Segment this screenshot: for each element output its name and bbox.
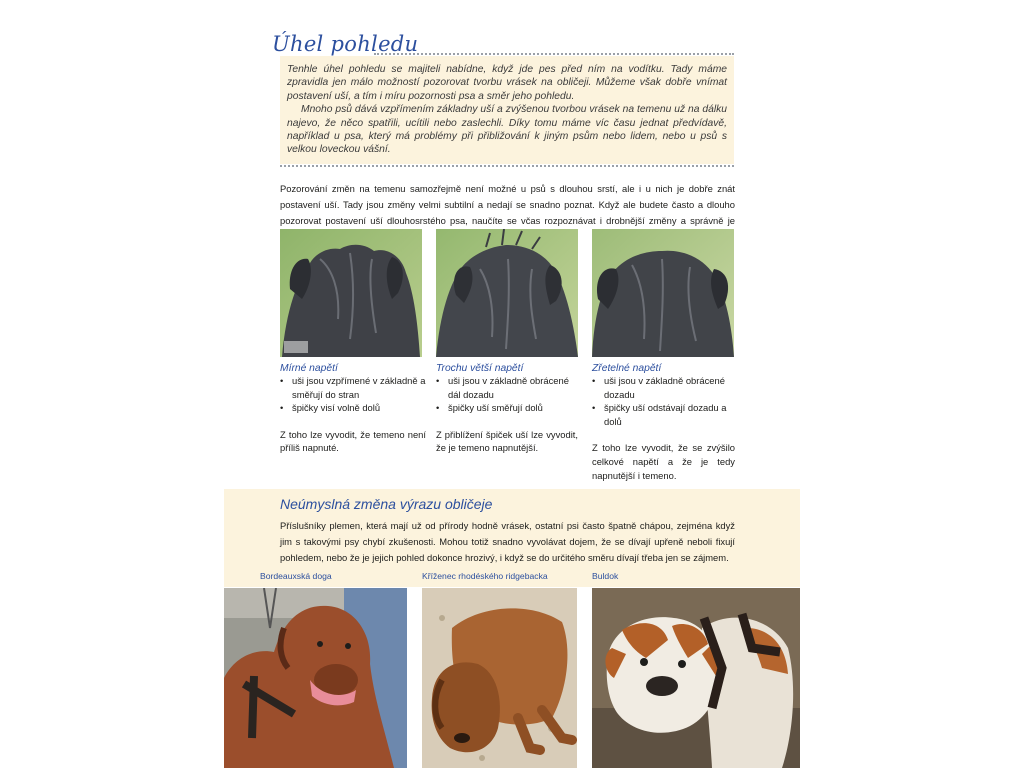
caption-title: Mírné napětí bbox=[280, 363, 338, 374]
caption-bullets bbox=[592, 374, 735, 428]
bullet-item: • uši jsou v základně obrácené dozadu bbox=[592, 374, 735, 401]
bullet-item: • špičky uší odstávají dozadu a dolů bbox=[592, 401, 735, 428]
dotted-divider-top bbox=[374, 53, 734, 55]
caption-note: Z toho lze vyvodit, že temeno není příliš napnuté. bbox=[280, 428, 426, 454]
caption-mild bbox=[280, 363, 426, 455]
caption-note: Z toho lze vyvodit, že se zvýšilo celkové napětí a že je tedy napnutější i temeno. bbox=[592, 442, 735, 481]
caption-title: Trochu větší napětí bbox=[436, 363, 524, 374]
caption-note: Z přiblížení špiček uší lze vyvodit, že je temeno napnutější. bbox=[436, 428, 578, 454]
breed-label-ridgeback: Kříženec rhodéského ridgebacka bbox=[422, 571, 548, 581]
section-paragraph bbox=[280, 518, 735, 566]
dog-photo-bordeaux bbox=[224, 588, 407, 768]
info-box-text bbox=[287, 63, 727, 157]
dog-photo-bulldog bbox=[592, 588, 800, 768]
dog-head-photo-strong bbox=[592, 229, 734, 357]
bullet-item: • špičky visí volně dolů bbox=[280, 401, 426, 415]
intro-text: Pozorování změn na temenu samozřejmě není možné u psů s dlouhou srstí, ale i u nich je dobře znát postavení uší. Tady jsou změny velmi subtilní a nedají se snadno poznat. Když ale budete často a dlouho pozorovat postavení uší dlouhosrstého psa, naučíte se včas rozpoznávat i drobnější změny a správně je bbox=[280, 183, 735, 226]
info-paragraph-1: Tenhle úhel pohledu se majiteli nabídne, když jde pes před ním na vodítku. Tady máme zpravidla jen málo možností pozorovat tvorbu vrásek na obličeji. Můžeme však dobře vnímat postavení uší, a tím i míru pozornosti psa a směr jeho pohledu. bbox=[287, 64, 727, 102]
caption-bullets bbox=[436, 374, 578, 415]
dog-head-photo-medium bbox=[436, 229, 578, 357]
caption-strong bbox=[592, 363, 735, 482]
caption-bullets bbox=[280, 374, 426, 415]
section-heading: Neúmyslná změna výrazu obličeje bbox=[280, 496, 493, 512]
section-title: Úhel pohledu bbox=[272, 32, 419, 56]
info-paragraph-2: Mnoho psů dává vzpřímením základny uší a zvýšenou tvorbou vrásek na temenu už na dálku najevo, že něco spatřili, ucítili nebo zaslechli. Díky tomu máme víc času jednat předvídavě, například u psa, který má problémy při přibližování k jiným psům nebo lidem, nebo u psů s velkou loveckou vášní. bbox=[287, 104, 727, 156]
dotted-divider-bottom bbox=[280, 165, 734, 167]
dog-head-photo-mild bbox=[280, 229, 422, 357]
breed-label-bordeaux: Bordeauxská doga bbox=[260, 571, 332, 581]
bullet-item: • uši jsou v základně obrácené dál dozadu bbox=[436, 374, 578, 401]
caption-medium bbox=[436, 363, 578, 455]
breed-label-bulldog: Buldok bbox=[592, 571, 619, 581]
section-text: Příslušníky plemen, která mají už od přírody hodně vrásek, ostatní psi často špatně chápou, zejména když jim s takovými psy chybí zkušenosti. Mohou totiž snadno vyvolávat dojem, že se dívají upřeně neboli fixují pohledem, nebo že je jejich pohled dokonce hrozivý, i když se do určitého směru dívají třeba jen se zájmem. bbox=[280, 520, 735, 563]
bullet-item: • špičky uší směřují dolů bbox=[436, 401, 578, 415]
bullet-item: • uši jsou vzpřímené v základně a směřují do stran bbox=[280, 374, 426, 401]
caption-title: Zřetelné napětí bbox=[592, 363, 662, 374]
dog-photo-ridgeback-mix bbox=[422, 588, 577, 768]
